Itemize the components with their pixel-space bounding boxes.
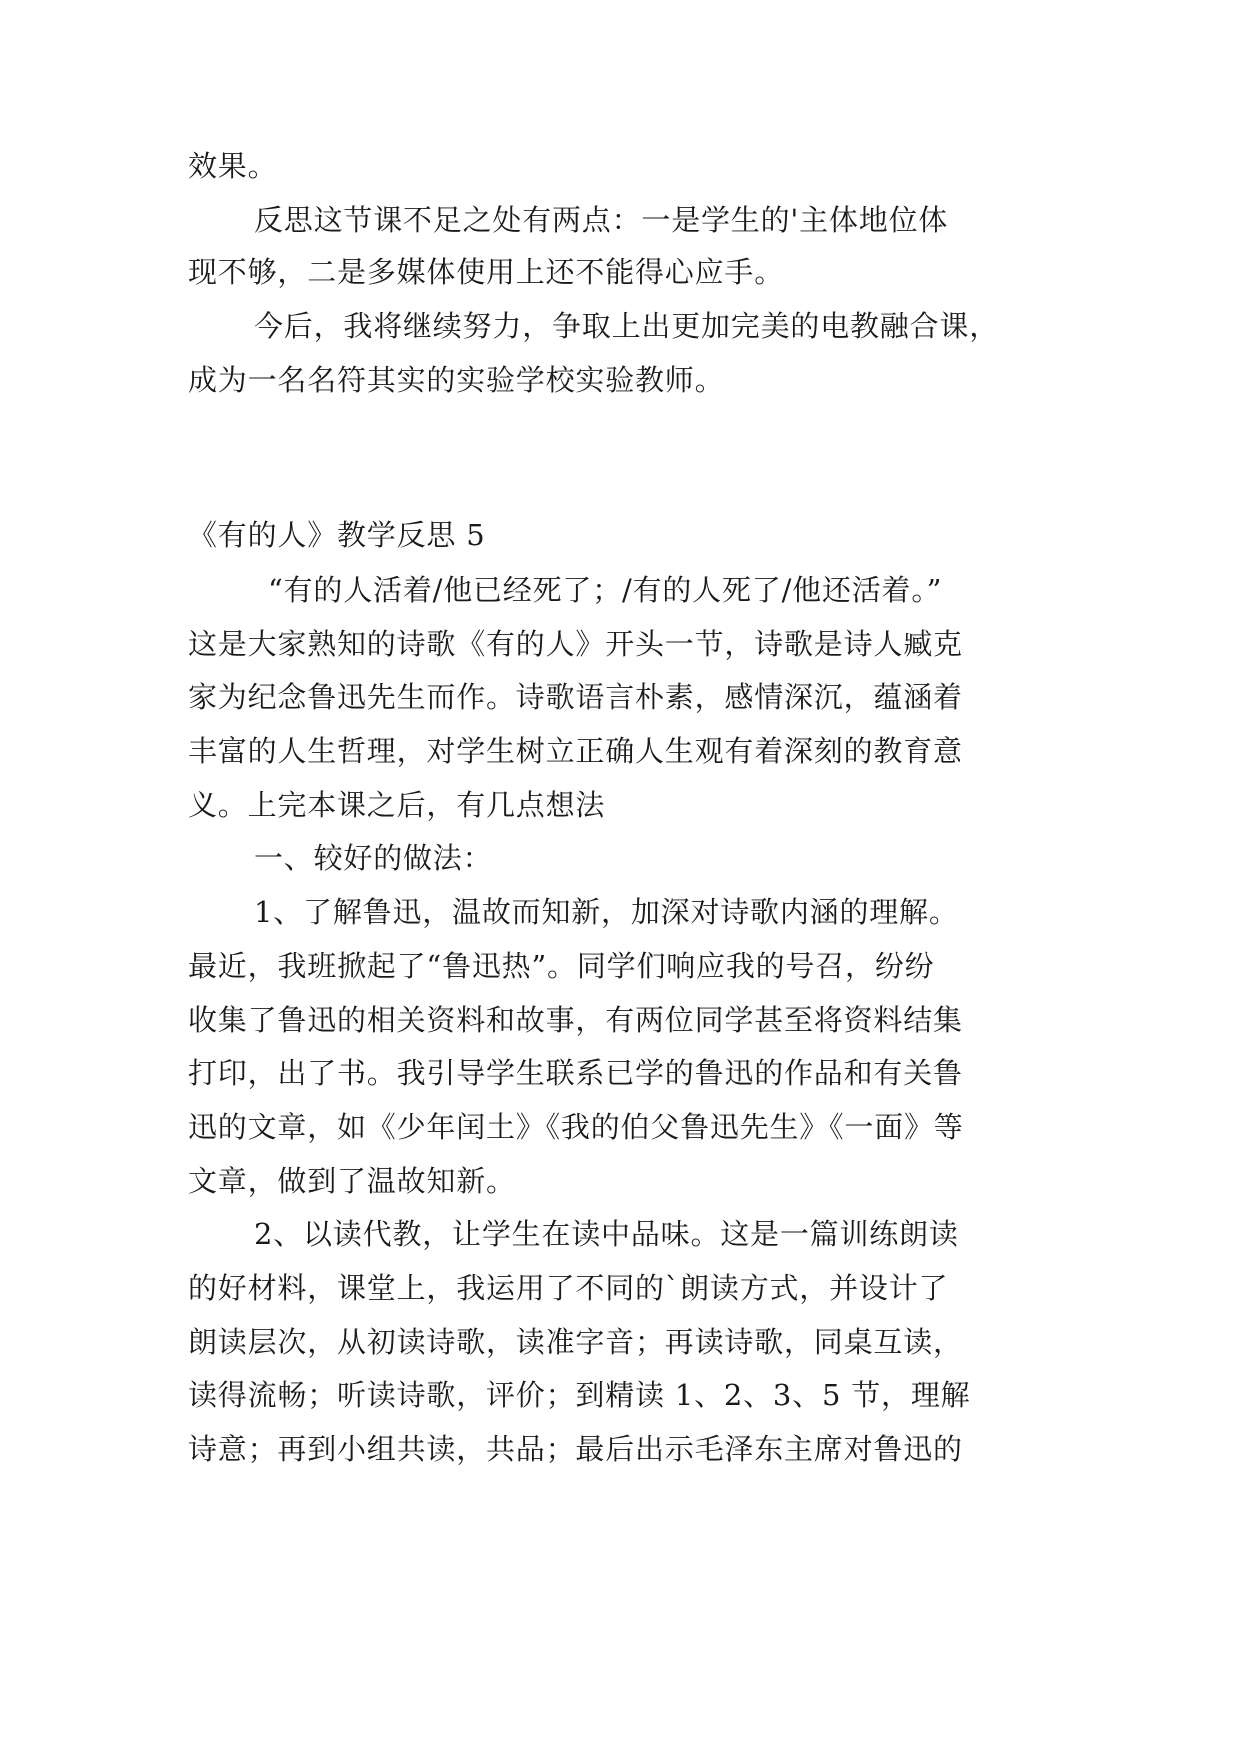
section-title: 《有的人》教学反思 5 [188, 518, 486, 552]
paragraph-line: 收集了鲁迅的相关资料和故事，有两位同学甚至将资料结集 [188, 1003, 963, 1037]
paragraph-line: 效果。 [188, 149, 278, 183]
paragraph-line: 义。上完本课之后，有几点想法 [188, 788, 606, 822]
paragraph-line: 文章，做到了温故知新。 [188, 1164, 516, 1198]
paragraph-line: 丰富的人生哲理，对学生树立正确人生观有着深刻的教育意 [188, 734, 963, 768]
paragraph-line: 的好材料，课堂上，我运用了不同的`朗读方式，并设计了 [188, 1271, 949, 1305]
paragraph-line: 成为一名名符其实的实验学校实验教师。 [188, 363, 725, 397]
paragraph-line: 最近，我班掀起了“鲁迅热”。同学们响应我的号召，纷纷 [188, 949, 935, 983]
paragraph-line: 这是大家熟知的诗歌《有的人》开头一节，诗歌是诗人臧克 [188, 627, 963, 661]
paragraph-line: 读得流畅；听读诗歌，评价；到精读 1、2、3、5 节，理解 [188, 1378, 971, 1412]
paragraph-line: 迅的文章，如《少年闰土》《我的伯父鲁迅先生》《一面》等 [188, 1110, 964, 1144]
paragraph-line: 诗意；再到小组共读，共品；最后出示毛泽东主席对鲁迅的 [188, 1432, 963, 1466]
paragraph-line: 2、以读代教，让学生在读中品味。这是一篇训练朗读 [254, 1217, 959, 1251]
paragraph-line: “有的人活着/他已经死了；/有的人死了/他还活着。” [268, 573, 943, 607]
paragraph-line: 家为纪念鲁迅先生而作。诗歌语言朴素，感情深沉，蕴涵着 [188, 680, 963, 714]
paragraph-line: 今后，我将继续努力，争取上出更加完美的电教融合课， [254, 309, 1000, 343]
paragraph-line: 现不够，二是多媒体使用上还不能得心应手。 [188, 255, 785, 289]
paragraph-line: 1、了解鲁迅，温故而知新，加深对诗歌内涵的理解。 [254, 895, 959, 929]
paragraph-line: 反思这节课不足之处有两点：一是学生的'主体地位体 [254, 203, 949, 237]
paragraph-line: 打印，出了书。我引导学生联系已学的鲁迅的作品和有关鲁 [188, 1056, 963, 1090]
paragraph-line: 朗读层次，从初读诗歌，读准字音；再读诗歌，同桌互读， [188, 1325, 963, 1359]
paragraph-line: 一、较好的做法： [254, 841, 493, 875]
